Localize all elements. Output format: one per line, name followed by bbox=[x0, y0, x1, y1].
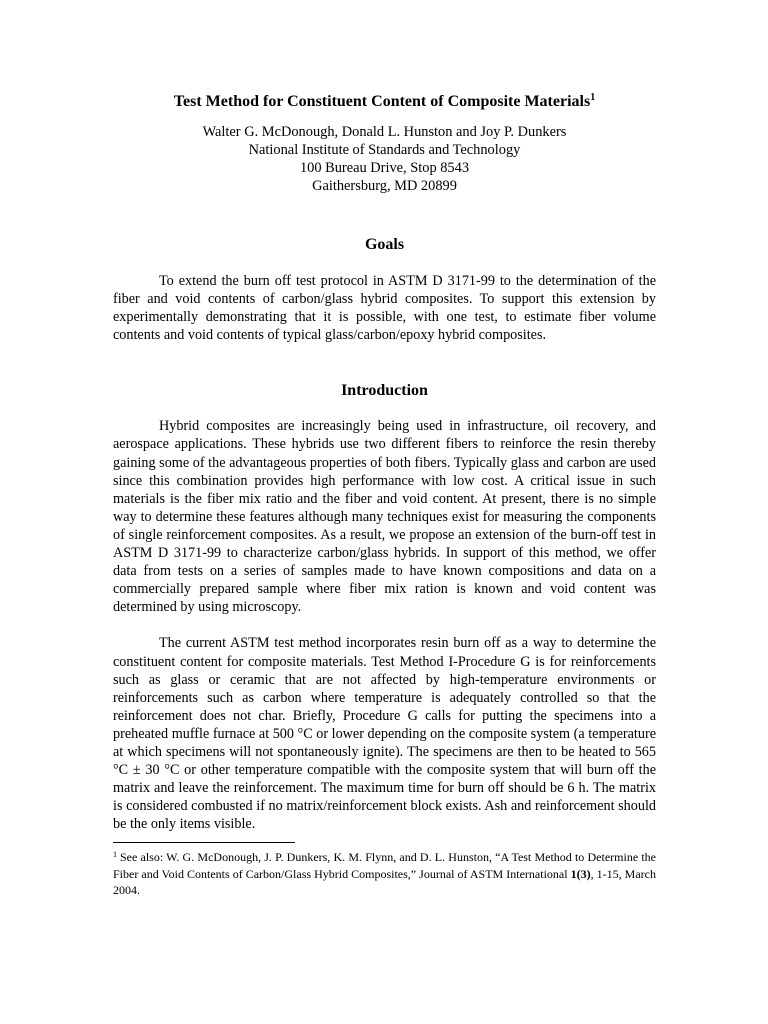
introduction-paragraph-2: The current ASTM test method incorporates resin burn off as a way to determine the constituent content for composite materials. Test Method I-Procedure G is for reinforcements such as glass or ceramic that are not affected by high-temperature environments or reinforcements such as carbon where temperature is adequately controlled so that the reinforcement does not char. Briefly, Procedure G calls for putting the specimens into a preheated muffle furnace at 500 °C or lower depending on the composite system (a temperature at which specimens will not spontaneously ignite). The specimens are then to be heated to 565 °C ± 30 °C or other temperature compatible with the composite system that will burn off the matrix and leave the reinforcement. The maximum time for burn off should be 6 h. The matrix is considered combusted if no matrix/reinforcement block exists. Ash and reinforcement should be the only items visible. bbox=[113, 635, 656, 833]
introduction-heading: Introduction bbox=[341, 382, 428, 400]
title-footnote-ref: 1 bbox=[590, 92, 596, 103]
author-address-street: 100 Bureau Drive, Stop 8543 bbox=[299, 160, 470, 176]
paper-title bbox=[113, 91, 656, 113]
author-block bbox=[113, 123, 656, 195]
author-address-city: Gaithersburg, MD 20899 bbox=[312, 178, 457, 194]
paper-title-text: Test Method for Constituent Content of Composite Materials bbox=[173, 93, 591, 110]
footnote-text: See also: W. G. McDonough, J. P. Dunkers, K. M. Flynn, and D. L. Hunston, “A Test Method to Determine the Fiber and Void Contents of Carbon/Glass Hybrid Composites,” Journal of ASTM International bbox=[113, 850, 656, 881]
goals-paragraph: To extend the burn off test protocol in ASTM D 3171-99 to the determination of the fiber and void contents of carbon/glass hybrid composites. To support this extension by experimentally demonstrating that it is possible, with one test, to estimate fiber volume contents and void contents of typical glass/carbon/epoxy hybrid composites. bbox=[113, 273, 656, 344]
footnote-citation-end: , 1-15, March 2004. bbox=[113, 866, 656, 898]
introduction-paragraph-1: Hybrid composites are increasingly being used in infrastructure, oil recovery, and aerospace applications. These hybrids use two different fibers to reinforce the resin thereby gaining some of the advantageous properties of both fibers. Typically glass and carbon are used since this combination provides high performance with low cost. A critical issue in such materials is the fiber mix ratio and the fiber and void content. At present, there is no simple way to determine these features although many techniques exist for measuring the components of single reinforcement composites. As a result, we propose an extension of the burn-off test in ASTM D 3171-99 to characterize carbon/glass hybrids. In support of this method, we offer data from tests on a series of samples made to have known compositions and data on a commercially prepared sample where fiber mix ration is known and void content was determined by using microscopy. bbox=[113, 418, 656, 616]
footnote-divider bbox=[113, 842, 295, 843]
goals-heading: Goals bbox=[364, 236, 405, 253]
footnote-marker: 1 bbox=[113, 850, 117, 860]
footnote bbox=[113, 849, 656, 899]
author-affiliation: National Institute of Standards and Technology bbox=[248, 142, 521, 158]
footnote-volume: 1(3) bbox=[570, 866, 591, 881]
author-names: Walter G. McDonough, Donald L. Hunston and Joy P. Dunkers bbox=[202, 124, 567, 140]
